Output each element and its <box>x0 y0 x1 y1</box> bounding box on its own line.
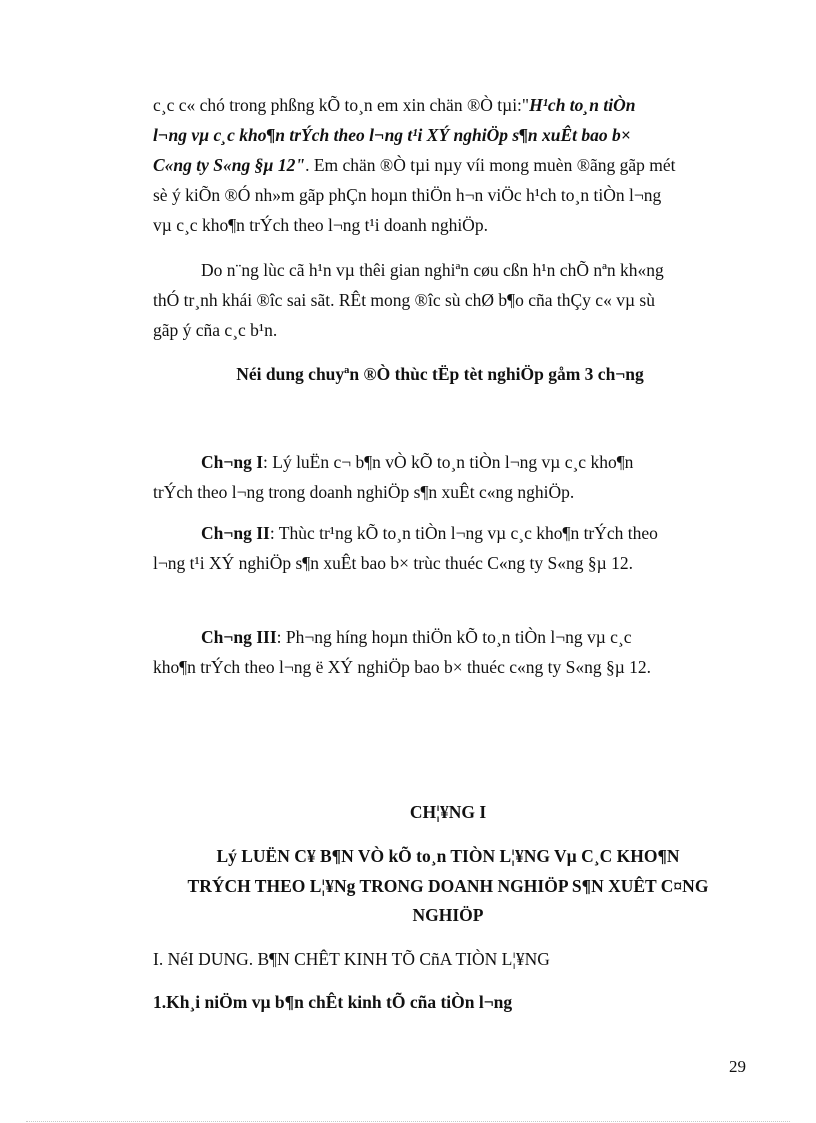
text-line <box>153 150 727 180</box>
text-line: kho¶n trÝch theo l¬ng ë XÝ nghiÖp bao b× thuéc c«ng ty S«ng §µ 12. <box>153 657 652 677</box>
chapter-label: Ch¬ng III <box>201 627 277 647</box>
footer-divider <box>26 1121 790 1122</box>
page-number: 29 <box>729 1057 746 1076</box>
text-run: : Lý luËn c¬ b¶n vÒ kÕ to¸n tiÒn l¬ng vµ c¸c kho¶n <box>263 452 634 472</box>
text-line: gãp ý cña c¸c b¹n. <box>153 320 278 340</box>
text-line: sè ý kiÕn ®Ó nh»m gãp phÇn hoµn thiÖn h¬n viÖc h¹ch to¸n tiÒn l¬ng <box>153 185 662 205</box>
text-run: : Thùc tr¹ng kÕ to¸n tiÒn l¬ng vµ c¸c kho¶n trÝch theo <box>269 523 658 543</box>
emphasis-title: C«ng ty S«ng §µ 12" <box>153 155 306 175</box>
chapter-title-line-1: Lý LUËN C¥ B¶N VÒ kÕ to¸n TIÒN L¦¥NG Vµ C¸C KHO¶N <box>216 846 680 866</box>
chapter-title-line-3: NGHIÖP <box>412 905 484 925</box>
chapter-outline-2 <box>153 518 727 578</box>
chapter-outline-1 <box>153 447 727 507</box>
chapter-label: Ch¬ng II <box>201 523 270 543</box>
chapter-title-line-2: TRÝCH THEO L¦¥Ng TRONG DOANH NGHIÖP S¶N XUÊT C¤NG <box>187 876 709 896</box>
text-line: Do n¨ng lùc cã h¹n vµ thêi gian nghiªn cøu cßn h¹n chÕ nªn kh«ng <box>201 260 664 280</box>
chapter-outline-3 <box>153 622 727 682</box>
chapter-label: Ch¬ng I <box>201 452 264 472</box>
text-line <box>153 622 727 652</box>
text-line: trÝch theo l¬ng trong doanh nghiÖp s¶n xuÊt c«ng nghiÖp. <box>153 482 575 502</box>
outline-title: Néi dung chuyªn ®Ò thùc tËp tèt nghiÖp gåm 3 ch¬ng <box>236 364 644 384</box>
chapter-number: CH¦¥NG I <box>409 802 487 822</box>
text-line: vµ c¸c kho¶n trÝch theo l¬ng t¹i doanh nghiÖp. <box>153 215 488 235</box>
text-run: c¸c c« chó trong phßng kÕ to¸n em xin chän ®Ò tµi:" <box>153 95 530 115</box>
section-heading: I. NéI DUNG. B¶N CHÊT KINH TÕ CñA TIÒN L¦¥NG <box>153 949 550 969</box>
limitations-paragraph <box>153 255 727 345</box>
text-run: : Ph¬ng híng hoµn thiÖn kÕ to¸n tiÒn l¬ng vµ c¸c <box>276 627 632 647</box>
text-run: . Em chän ®Ò tµi nµy víi mong muèn ®ãng gãp mét <box>305 155 676 175</box>
text-line <box>153 518 727 548</box>
emphasis-title: H¹ch to¸n tiÒn <box>529 95 636 115</box>
emphasis-title: l¬ng vµ c¸c kho¶n trÝch theo l¬ng t¹i XÝ nghiÖp s¶n xuÊt bao b× <box>153 125 631 145</box>
text-line: l¬ng t¹i XÝ nghiÖp s¶n xuÊt bao b× trùc thuéc C«ng ty S«ng §µ 12. <box>153 553 633 573</box>
text-line: thÓ tr¸nh khái ®îc sai sãt. RÊt mong ®îc sù chØ b¶o cña thÇy c« vµ sù <box>153 290 655 310</box>
intro-paragraph <box>153 90 727 240</box>
text-line <box>153 447 727 477</box>
subsection-heading: 1.Kh¸i niÖm vµ b¶n chÊt kinh tÕ cña tiÒn l¬ng <box>153 992 513 1012</box>
text-line <box>153 90 727 120</box>
